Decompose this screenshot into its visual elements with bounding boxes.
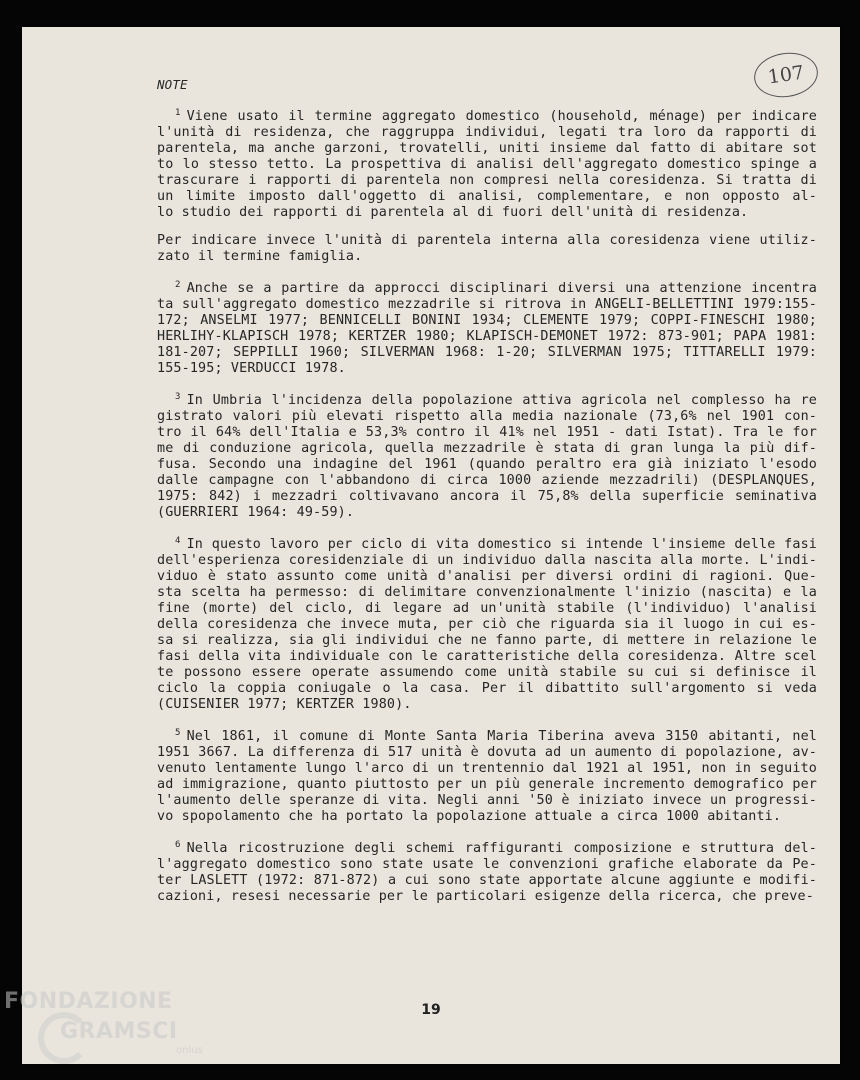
notes-body — [157, 77, 817, 917]
footnote-marker: 5 — [175, 728, 181, 738]
watermark-line2: GRAMSCI — [60, 1019, 178, 1044]
text-line — [157, 329, 817, 345]
text-line — [157, 681, 817, 697]
handwritten-page-annotation: 107 — [751, 49, 821, 101]
text-line — [157, 617, 817, 633]
line-text: l'unità di residenza, che raggruppa individui, legati tra loro da rapporti di — [157, 125, 817, 140]
text-line — [157, 441, 817, 457]
text-line — [157, 345, 817, 361]
fondazione-gramsci-watermark — [4, 985, 214, 1080]
footnote-6 — [157, 837, 817, 905]
line-text: sa si realizza, sia gli individui che ne fanno parte, di mettere in relazione le — [157, 633, 817, 648]
line-text: ciclo la coppia coniugale o la casa. Per il dibattito sull'argomento si veda — [157, 681, 817, 696]
line-text: 1975: 842) i mezzadri coltivavano ancora il 75,8% della superficie seminativa — [157, 489, 817, 504]
text-line — [157, 585, 817, 601]
text-line — [157, 761, 817, 777]
footnote-1 — [157, 105, 817, 221]
text-line — [157, 837, 817, 857]
text-line — [157, 649, 817, 665]
line-text: parentela, ma anche garzoni, trovatelli, uniti insieme dal fatto di abitare sot — [157, 141, 817, 156]
line-text: (CUISENIER 1977; KERTZER 1980). — [157, 697, 412, 712]
footnote-3 — [157, 389, 817, 521]
line-text: un limite imposto dall'oggetto di analisi, complementare, e non opposto al- — [157, 189, 817, 204]
text-line — [157, 505, 817, 521]
text-line — [157, 457, 817, 473]
text-line — [157, 809, 817, 825]
footnote-marker: 2 — [175, 280, 181, 290]
line-text: gistrato valori più elevati rispetto alla media nazionale (73,6% nel 1901 con- — [157, 409, 817, 424]
line-text: In Umbria l'incidenza della popolazione attiva agricola nel complesso ha re — [186, 393, 817, 408]
line-text: 155-195; VERDUCCI 1978. — [157, 361, 346, 376]
text-line — [157, 297, 817, 313]
line-text: 1951 3667. La differenza di 517 unità è dovuta ad un aumento di popolazione, av- — [157, 745, 817, 760]
notes-list — [157, 105, 817, 905]
text-line — [157, 777, 817, 793]
watermark-line1: FONDAZIONE — [4, 989, 173, 1014]
text-line — [157, 125, 817, 141]
line-text: Nel 1861, il comune di Monte Santa Maria Tiberina aveva 3150 abitanti, nel — [186, 729, 817, 744]
text-line — [157, 697, 817, 713]
note-continuation — [157, 233, 817, 265]
text-line — [157, 569, 817, 585]
text-line — [157, 889, 817, 905]
line-text: 172; ANSELMI 1977; BENNICELLI BONINI 1934; CLEMENTE 1979; COPPI-FINESCHI 1980; — [157, 313, 817, 328]
line-text: Anche se a partire da approcci disciplinari diversi una attenzione incentra — [186, 281, 817, 296]
line-text: Viene usato il termine aggregato domestico (household, ménage) per indicare — [186, 109, 817, 124]
footnote-marker: 3 — [175, 392, 181, 402]
line-text: to lo stesso tetto. La prospettiva di analisi dell'aggregato domestico spinge a — [157, 157, 817, 172]
line-text: fusa. Secondo una indagine del 1961 (quando peraltro era già iniziato l'esodo — [157, 457, 817, 472]
line-text: trascurare i rapporti di parentela non compresi nella coresidenza. Si tratta di — [157, 173, 817, 188]
line-text: venuto lentamente lungo l'arco di un trentennio dal 1921 al 1951, non in seguito — [157, 761, 817, 776]
text-line — [157, 313, 817, 329]
text-line — [157, 489, 817, 505]
text-line — [157, 745, 817, 761]
text-line — [157, 873, 817, 889]
text-line — [157, 473, 817, 489]
text-line — [157, 173, 817, 189]
text-line — [157, 277, 817, 297]
text-line — [157, 857, 817, 873]
line-text: Nella ricostruzione degli schemi raffiguranti composizione e struttura del- — [186, 841, 817, 856]
line-text: zato il termine famiglia. — [157, 249, 363, 264]
text-line — [157, 249, 817, 265]
line-text: l'aumento delle speranze di vita. Negli anni '50 è iniziato invece un progressi- — [157, 793, 817, 808]
line-text: ad immigrazione, quanto piuttosto per un più generale incremento demografico per — [157, 777, 817, 792]
text-line — [157, 141, 817, 157]
line-text: Per indicare invece l'unità di parentela interna alla coresidenza viene utiliz- — [157, 233, 817, 248]
line-text: sta scelta ha permesso: di delimitare convenzionalmente l'inizio (nascita) e la — [157, 585, 817, 600]
notes-heading: NOTE — [157, 77, 188, 92]
line-text: lo studio dei rapporti di parentela al di fuori dell'unità di residenza. — [157, 205, 749, 220]
text-line — [157, 157, 817, 173]
text-line — [157, 633, 817, 649]
line-text: dalle campagne con l'abbandono di circa 1000 aziende mezzadrili) (DESPLANQUES, — [157, 473, 817, 488]
watermark-line3: onlus — [176, 1045, 203, 1056]
text-line — [157, 233, 817, 249]
line-text: te possono essere operate assumendo come unità stabile su cui si definisce il — [157, 665, 817, 680]
text-line — [157, 793, 817, 809]
line-text: ta sull'aggregato domestico mezzadrile si ritrova in ANGELI-BELLETTINI 1979:155- — [157, 297, 817, 312]
line-text: l'aggregato domestico sono state usate le convenzioni grafiche elaborate da Pe- — [157, 857, 817, 872]
page-number: 19 — [421, 1002, 441, 1018]
text-line — [157, 389, 817, 409]
footnote-2 — [157, 277, 817, 377]
line-text: tro il 64% dell'Italia e 53,3% contro il 41% nel 1951 - dati Istat). Tra le for — [157, 425, 817, 440]
text-line — [157, 409, 817, 425]
text-line — [157, 361, 817, 377]
line-text: HERLIHY-KLAPISCH 1978; KERTZER 1980; KLAPISCH-DEMONET 1972: 873-901; PAPA 1981: — [157, 329, 817, 344]
line-text: fine (morte) del ciclo, di legare ad un'unità stabile (l'individuo) l'analisi — [157, 601, 817, 616]
text-line — [157, 665, 817, 681]
footnote-marker: 1 — [175, 108, 181, 118]
text-line — [157, 725, 817, 745]
document-page — [22, 27, 840, 1064]
line-text: cazioni, resesi necessarie per le particolari esigenze della ricerca, che preve- — [157, 889, 814, 904]
line-text: vo spopolamento che ha portato la popolazione attuale a circa 1000 abitanti. — [157, 809, 782, 824]
text-line — [157, 189, 817, 205]
text-line — [157, 553, 817, 569]
line-text: dell'esperienza coresidenziale di un individuo dalla nascita alla morte. L'indi- — [157, 553, 817, 568]
text-line — [157, 425, 817, 441]
footnote-4 — [157, 533, 817, 713]
footnote-5 — [157, 725, 817, 825]
text-line — [157, 105, 817, 125]
footnote-marker: 4 — [175, 536, 181, 546]
footnote-marker: 6 — [175, 840, 181, 850]
line-text: della coresidenza che invece muta, per ciò che riguarda sia il luogo in cui es- — [157, 617, 817, 632]
text-line — [157, 205, 817, 221]
line-text: (GUERRIERI 1964: 49-59). — [157, 505, 355, 520]
text-line — [157, 533, 817, 553]
line-text: viduo è stato assunto come unità d'analisi per diversi ordini di ragioni. Que- — [157, 569, 817, 584]
line-text: 181-207; SEPPILLI 1960; SILVERMAN 1968: 1-20; SILVERMAN 1975; TITTARELLI 1979: — [157, 345, 817, 360]
line-text: fasi della vita individuale con le caratteristiche della coresidenza. Altre scel — [157, 649, 817, 664]
line-text: ter LASLETT (1972: 871-872) a cui sono state apportate alcune aggiunte e modifi- — [157, 873, 817, 888]
text-line — [157, 601, 817, 617]
line-text: me di conduzione agricola, quella mezzadrile è stata di gran lunga la più dif- — [157, 441, 817, 456]
line-text: In questo lavoro per ciclo di vita domestico si intende l'insieme delle fasi — [186, 537, 817, 552]
